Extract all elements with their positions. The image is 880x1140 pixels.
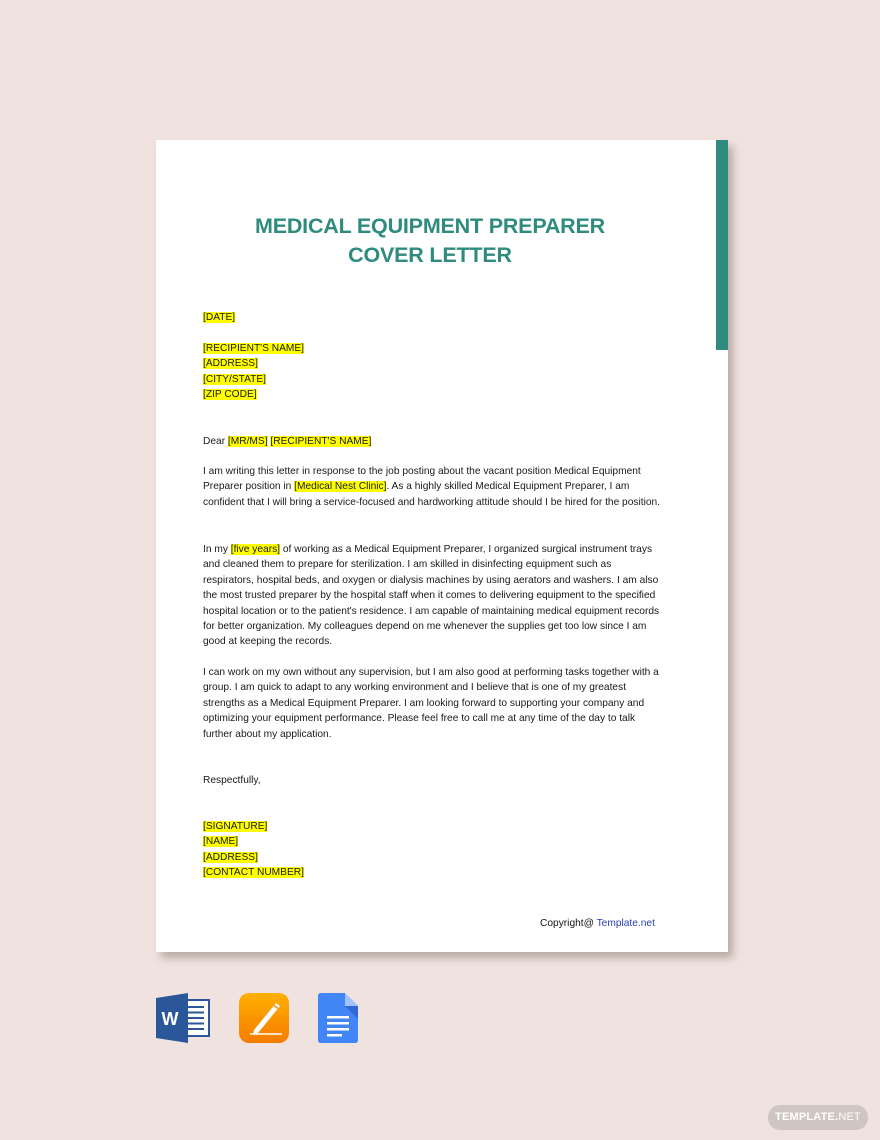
paragraph-1-text-b: . As a highly skilled Medical Equipment Preparer, I am confident that I will bring a service-focused and hardworking attitude should I be hired for the position.	[203, 481, 661, 508]
recipient-zip-placeholder: [ZIP CODE]	[203, 389, 257, 401]
copyright-link[interactable]: Template.net	[596, 918, 655, 929]
copyright-prefix: Copyright@	[540, 918, 597, 929]
paragraph-2-text-a: In my	[203, 544, 231, 555]
closing	[203, 773, 663, 788]
company-placeholder: [Medical Nest Clinic]	[294, 481, 387, 493]
salutation-name-placeholder: [RECIPIENT'S NAME]	[270, 436, 372, 447]
copyright	[540, 918, 655, 929]
pages-icon[interactable]	[238, 993, 290, 1043]
date-block	[203, 310, 663, 325]
signature-placeholder: [SIGNATURE]	[203, 821, 268, 832]
contact-number-placeholder: [CONTACT NUMBER]	[203, 867, 304, 879]
title-line-1: MEDICAL EQUIPMENT PREPARER	[255, 214, 605, 238]
date-placeholder: [DATE]	[203, 312, 236, 323]
recipient-city-state-placeholder: [CITY/STATE]	[203, 373, 267, 385]
svg-text:W: W	[161, 1009, 179, 1029]
google-docs-icon[interactable]	[318, 993, 358, 1043]
salutation-prefix: Dear	[203, 436, 228, 447]
title-line-2: COVER LETTER	[348, 243, 512, 267]
recipient-name-placeholder: [RECIPIENT'S NAME]	[203, 343, 305, 354]
recipient-address-block	[203, 341, 663, 403]
salutation-title-placeholder: [MR/MS]	[227, 436, 268, 447]
document-title	[156, 212, 704, 270]
paragraph-1	[203, 464, 663, 510]
paragraph-2-text-b: of working as a Medical Equipment Preparer, I organized surgical instrument trays and cleaned them to prepare for sterilization. I am skilled in disinfecting equipment such as respirators, hospital beds, and oxygen or dialysis machines by using aerators and washers. I am also the most trusted preparer by the hospital staff when it comes to delivering equipment to the specified hospital location or to the patient's residence. I am capable of maintaining medical equipment records for better organization. My colleagues depend on me whenever the supplies get too low since I am good at keeping the records.	[203, 544, 660, 648]
accent-bar	[716, 140, 728, 350]
template-net-badge[interactable]	[768, 1105, 868, 1130]
badge-text-thin: NET	[838, 1111, 861, 1123]
signature-block	[203, 819, 663, 881]
paragraph-3	[203, 665, 663, 742]
sender-address-placeholder: [ADDRESS]	[203, 851, 258, 863]
sender-name-placeholder: [NAME]	[203, 836, 239, 848]
paragraph-3-text: I can work on my own without any supervision, but I am also good at performing tasks together with a group. I am quick to adapt to any working environment and I believe that is one of my greatest strengths as a Medical Equipment Preparer. I am looking forward to supporting your company and optimizing your equipment performance. Please feel free to call me at any time of the day to talk further about my application.	[203, 667, 659, 740]
closing-text: Respectfully,	[203, 775, 261, 786]
badge-text-bold: TEMPLATE.	[775, 1111, 839, 1123]
recipient-address-placeholder: [ADDRESS]	[203, 358, 258, 370]
paragraph-2	[203, 542, 663, 650]
word-icon[interactable]	[156, 993, 210, 1043]
experience-placeholder: [five years]	[230, 544, 281, 555]
salutation	[203, 434, 663, 449]
paragraph-1-text-a: I am writing this letter in response to the job posting about the vacant position Medical Equipment Preparer position in	[203, 466, 641, 493]
